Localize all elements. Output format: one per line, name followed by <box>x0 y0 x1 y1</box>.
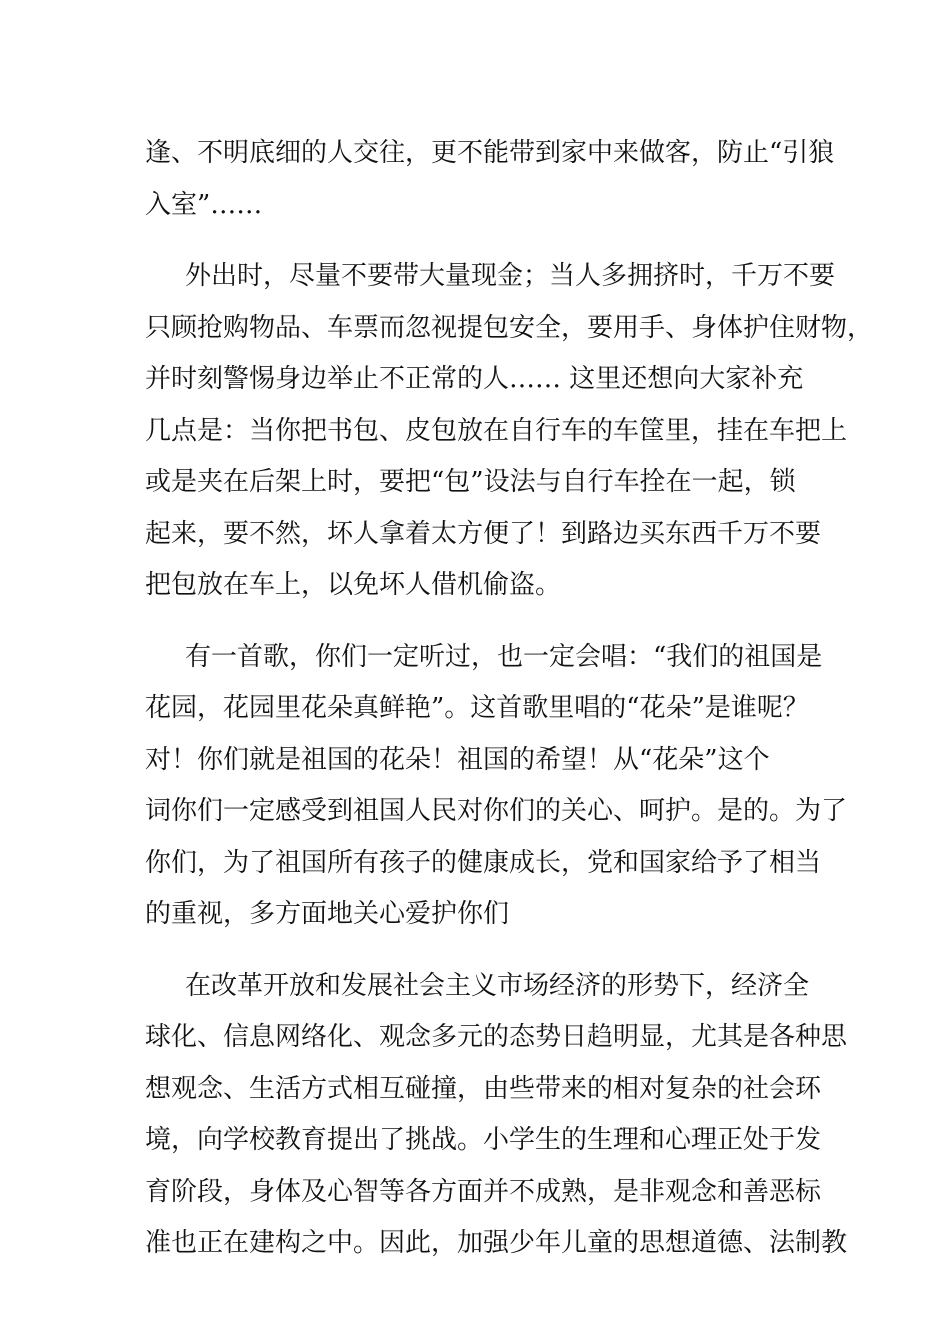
text-line: 对！你们就是祖国的花朵！祖国的希望！从“花朵”这个 <box>145 744 770 775</box>
text-line: 想观念、生活方式相互碰撞，由些带来的相对复杂的社会环 <box>145 1073 822 1104</box>
text-line: 你们，为了祖国所有孩子的健康成长，党和国家给予了相当 <box>145 847 822 878</box>
text-line: 几点是：当你把书包、皮包放在自行车的车筐里，挂在车把上 <box>145 415 848 446</box>
text-line: 只顾抢购物品、车票而忽视提包安全，要用手、身体护住财物， <box>145 312 874 343</box>
text-line: 球化、信息网络化、观念多元的态势日趋明显，尤其是各种思 <box>145 1022 848 1052</box>
text-line: 入室”…… <box>145 189 263 220</box>
text-line: 花园，花园里花朵真鲜艳”。这首歌里唱的“花朵”是谁呢？ <box>145 693 809 723</box>
text-line: 有一首歌，你们一定听过，也一定会唱：“我们的祖国是 <box>185 641 823 672</box>
document-body <box>145 128 874 1290</box>
text-line: 起来，要不然，坏人拿着太方便了！到路边买东西千万不要 <box>145 518 822 549</box>
text-line: 并时刻警惕身边举止不正常的人…… 这里还想向大家补充 <box>145 364 804 394</box>
text-line: 在改革开放和发展社会主义市场经济的形势下，经济全 <box>185 970 810 1001</box>
text-line: 把包放在车上，以免坏人借机偷盗。 <box>145 570 562 600</box>
text-line: 育阶段，身体及心智等各方面并不成熟，是非观念和善恶标 <box>145 1176 822 1207</box>
text-line: 或是夹在后架上时，要把“包”设法与自行车拴在一起，锁 <box>145 467 796 497</box>
paragraph-1 <box>145 128 835 231</box>
text-line: 的重视，多方面地关心爱护你们 <box>145 899 510 929</box>
text-line: 逢、不明底细的人交往，更不能带到家中来做客，防止“引狼 <box>145 138 835 168</box>
paragraph-2 <box>145 251 874 612</box>
paragraph-3 <box>145 632 848 941</box>
text-line: 准也正在建构之中。因此，加强少年儿童的思想道德、法制教 <box>145 1228 848 1258</box>
paragraph-4 <box>145 961 848 1270</box>
text-line: 词你们一定感受到祖国人民对你们的关心、呵护。是的。为了 <box>145 796 848 826</box>
text-line: 境，向学校教育提出了挑战。小学生的生理和心理正处于发 <box>145 1125 822 1155</box>
text-line: 外出时，尽量不要带大量现金；当人多拥挤时，千万不要 <box>185 261 836 291</box>
